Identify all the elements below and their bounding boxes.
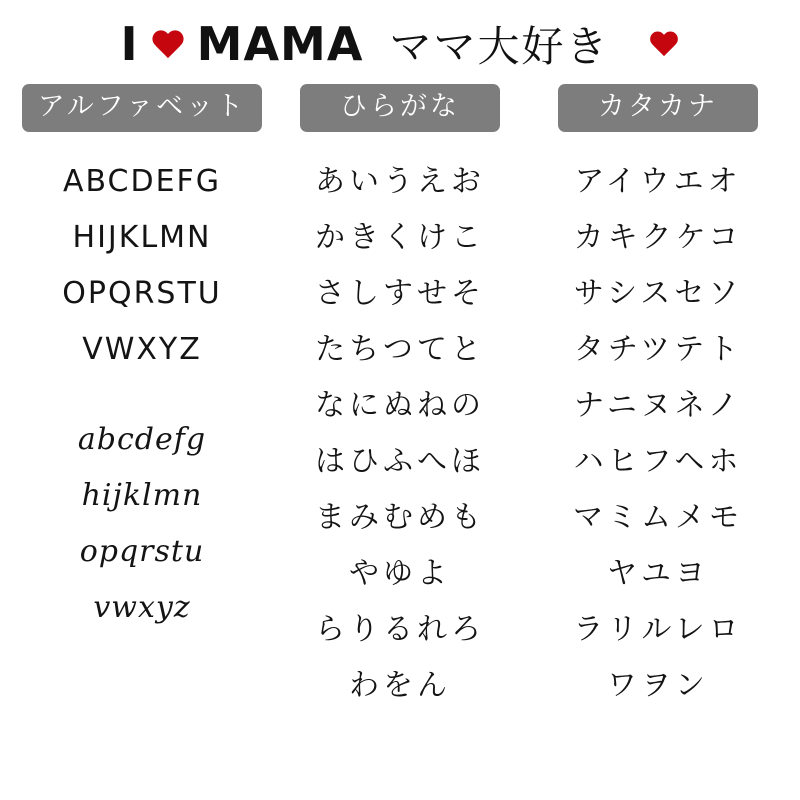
list-item: マミムメモ (573, 499, 743, 535)
list-item: わをん (349, 667, 451, 703)
heart-icon-trailing (649, 32, 679, 60)
list-item: OPQRSTU (62, 275, 222, 311)
list-item: なにぬねの (315, 387, 485, 423)
column-alphabet (18, 84, 266, 714)
list-item: はひふへほ (315, 443, 485, 479)
title-left (121, 17, 364, 71)
column-rows-alphabet (18, 154, 266, 636)
list-item: たちつてと (315, 331, 485, 367)
list-item: かきくけこ (315, 219, 485, 255)
list-item: ラリルレロ (573, 611, 743, 647)
list-item: やゆよ (349, 555, 451, 591)
list-item: VWXYZ (82, 331, 202, 367)
list-item: あいうえお (315, 163, 485, 199)
list-item: opqrstu (79, 533, 205, 569)
list-item: abcdefg (77, 421, 207, 457)
column-hiragana (276, 84, 524, 714)
list-item: アイウエオ (574, 163, 742, 199)
columns-container (0, 70, 800, 714)
list-item: サシスセソ (573, 275, 743, 311)
column-rows-hiragana (276, 154, 524, 714)
list-item: ワヲン (607, 667, 709, 703)
list-item: vwxyz (93, 589, 191, 625)
list-item: らりるれろ (315, 611, 485, 647)
list-item: ハヒフヘホ (573, 443, 743, 479)
list-item: タチツテト (573, 331, 743, 367)
list-item: まみむめも (315, 499, 485, 535)
list-item: ABCDEFG (62, 163, 222, 199)
list-item: カキクケコ (573, 219, 743, 255)
list-item: ヤユヨ (607, 555, 709, 591)
column-header-alphabet: アルファベット (22, 84, 262, 132)
column-katakana (534, 84, 782, 714)
list-item: hijklmn (81, 477, 203, 513)
column-header-hiragana: ひらがな (300, 84, 500, 132)
column-rows-katakana (534, 154, 782, 714)
list-item: HIJKLMN (72, 219, 212, 255)
column-header-katakana: カタカナ (558, 84, 758, 132)
page-header (0, 0, 800, 70)
heart-icon (151, 31, 185, 62)
list-item: ナニヌネノ (574, 387, 742, 423)
title-left-pre: I (120, 17, 139, 71)
title-right: ママ大好き (389, 22, 610, 71)
list-item: さしすせそ (315, 275, 485, 311)
title-left-post: MAMA (196, 17, 364, 71)
